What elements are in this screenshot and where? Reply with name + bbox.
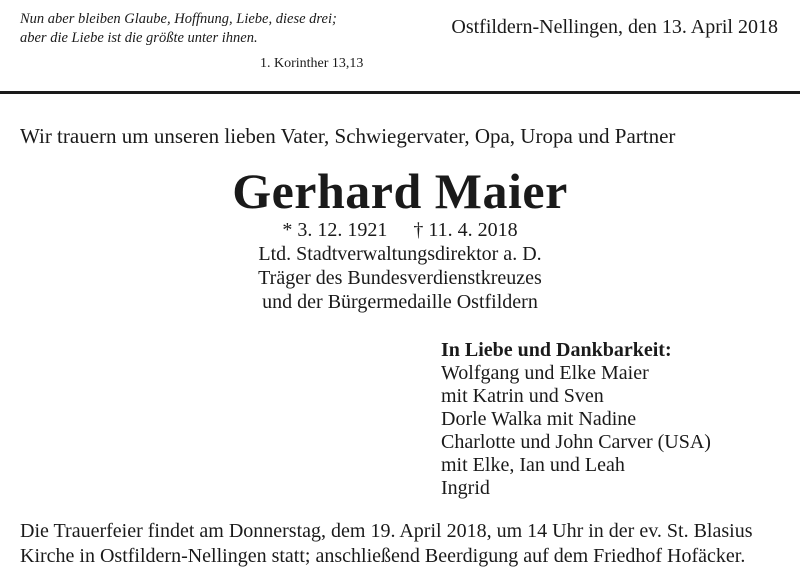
quote-reference: 1. Korinther 13,13 [260, 56, 364, 71]
mourner-name: Ingrid [441, 477, 490, 499]
deceased-details [0, 218, 800, 314]
mourner-name: Dorle Walka mit Nadine [441, 408, 637, 430]
bible-quote [20, 10, 400, 48]
death-date: † 11. 4. 2018 [413, 219, 518, 241]
mourner-name: Charlotte und John Carver (USA) [441, 431, 711, 453]
quote-line: Nun aber bleiben Glaube, Hoffnung, Liebe, diese drei; [20, 11, 337, 27]
place-date: Ostfildern-Nellingen, den 13. April 2018 [451, 16, 778, 38]
funeral-line: Die Trauerfeier findet am Donnerstag, dem 19. April 2018, um 14 Uhr in der ev. St. Blasius [20, 520, 753, 542]
title-line: und der Bürgermedaille Ostfildern [262, 291, 538, 313]
intro-text: Wir trauern um unseren lieben Vater, Schwiegervater, Opa, Uropa und Partner [20, 124, 676, 148]
life-dates [0, 218, 800, 242]
quote-line: aber die Liebe ist die größte unter ihnen. [20, 30, 258, 46]
divider [0, 91, 800, 94]
title-line: Träger des Bundesverdienstkreuzes [258, 267, 542, 289]
mourners-list [441, 339, 711, 500]
mourner-name: Wolfgang und Elke Maier [441, 362, 649, 384]
mourners-heading: In Liebe und Dankbarkeit: [441, 339, 672, 361]
mourner-name: mit Elke, Ian und Leah [441, 454, 625, 476]
title-line: Ltd. Stadtverwaltungsdirektor a. D. [258, 243, 542, 265]
birth-date: * 3. 12. 1921 [282, 219, 388, 241]
funeral-line: Kirche in Ostfildern-Nellingen statt; anschließend Beerdigung auf dem Friedhof Hofäcker. [20, 545, 746, 567]
deceased-name: Gerhard Maier [232, 163, 568, 219]
funeral-notice [20, 519, 780, 569]
mourner-name: mit Katrin und Sven [441, 385, 604, 407]
